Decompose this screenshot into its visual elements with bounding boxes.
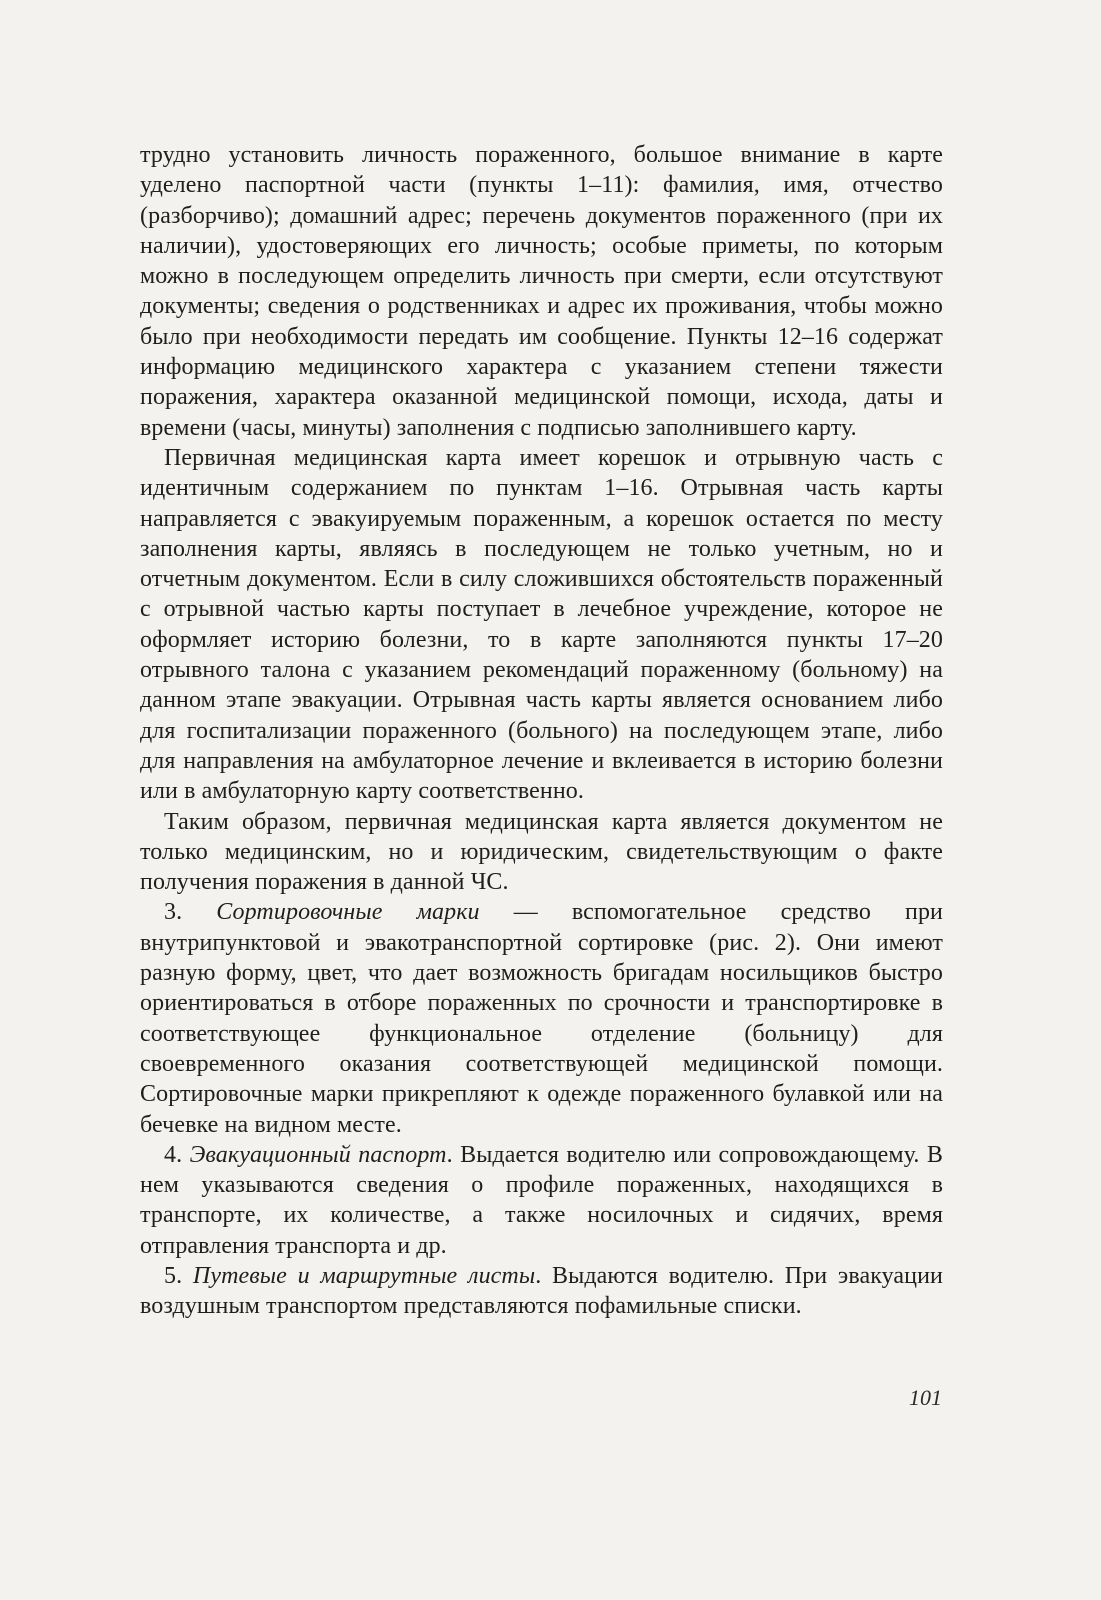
paragraph-travel-sheets-text: . Выдаются водителю. При эвакуации воздушным транспортом представляются пофамильные списки. xyxy=(140,1262,943,1320)
paragraph-2-text: Первичная медицинская карта имеет корешок и отрывную часть с идентичным содержанием по пунктам 1–16. Отрывная часть карты направляется с эвакуируемым пораженным, а корешок остается по месту заполнения карты, являясь в последующем не только учетным, но и отчетным документом. Если в силу сложившихся обстоятельств пораженный с отрывной частью карты поступает в лечебное учреждение, которое не оформляет историю болезни, то в карте заполняются пункты 17–20 отрывного талона с указанием рекомендаций пораженному (больному) на данном этапе эвакуации. Отрывная часть карты является основанием либо для госпитализации пораженного (больного) на последующем этапе, либо для направления на амбулаторное лечение и вклеивается в историю болезни или в амбулаторную карту соответственно. xyxy=(140,444,943,805)
paragraph-evacuation-passport-term: Эвакуационный паспорт xyxy=(189,1141,447,1168)
paragraph-3 xyxy=(140,807,943,898)
paragraph-travel-sheets xyxy=(140,1261,943,1322)
page-number: 101 xyxy=(909,1385,942,1410)
page-body xyxy=(140,140,943,1322)
paragraph-sorting-marks-text: — вспомогательное средство при внутрипунктовой и эвакотранспортной сортировке (рис. 2). Они имеют разную форму, цвет, что дает возможность бригадам носильщиков быстро ориентироваться в отборе пораженных по срочности и транспортировке в соответствующее функциональное отделение (больницу) для своевременного оказания соответствующей медицинской помощи. Сортировочные марки прикрепляют к одежде пораженного булавкой или на бечевке на видном месте. xyxy=(140,899,943,1138)
paragraph-sorting-marks-term: Сортировочные марки xyxy=(216,899,480,926)
paragraph-evacuation-passport-number: 4. xyxy=(164,1141,183,1168)
paragraph-2 xyxy=(140,443,943,807)
paragraph-1 xyxy=(140,140,943,443)
paragraph-evacuation-passport xyxy=(140,1140,943,1261)
paragraph-sorting-marks xyxy=(140,897,943,1139)
paragraph-evacuation-passport-text: . Выдается водителю или сопровождающему. В нем указываются сведения о профиле пораженных, находящихся в транспорте, их количестве, а также носилочных и сидячих, время отправления транспорта и др. xyxy=(140,1141,943,1259)
paragraph-travel-sheets-number: 5. xyxy=(164,1262,183,1289)
paragraph-3-text: Таким образом, первичная медицинская карта является документом не только медицинским, но и юридическим, свидетельствующим о факте получения поражения в данной ЧС. xyxy=(140,808,943,896)
paragraph-travel-sheets-term: Путевые и маршрутные листы xyxy=(192,1262,536,1289)
paragraph-1-text: трудно установить личность пораженного, большое внимание в карте уделено паспортной части (пункты 1–11): фамилия, имя, отчество (разборчиво); домашний адрес; перечень документов пораженного (при их наличии), удостоверяющих его личность; особые приметы, по которым можно в последующем определить личность при смерти, если отсутствуют документы; сведения о родственниках и адрес их проживания, чтобы можно было при необходимости передать им сообщение. Пункты 12–16 содержат информацию медицинского характера с указанием степени тяжести поражения, характера оказанной медицинской помощи, исхода, даты и времени (часы, минуты) заполнения с подписью заполнившего карту. xyxy=(140,142,943,441)
paragraph-sorting-marks-number: 3. xyxy=(164,899,183,926)
